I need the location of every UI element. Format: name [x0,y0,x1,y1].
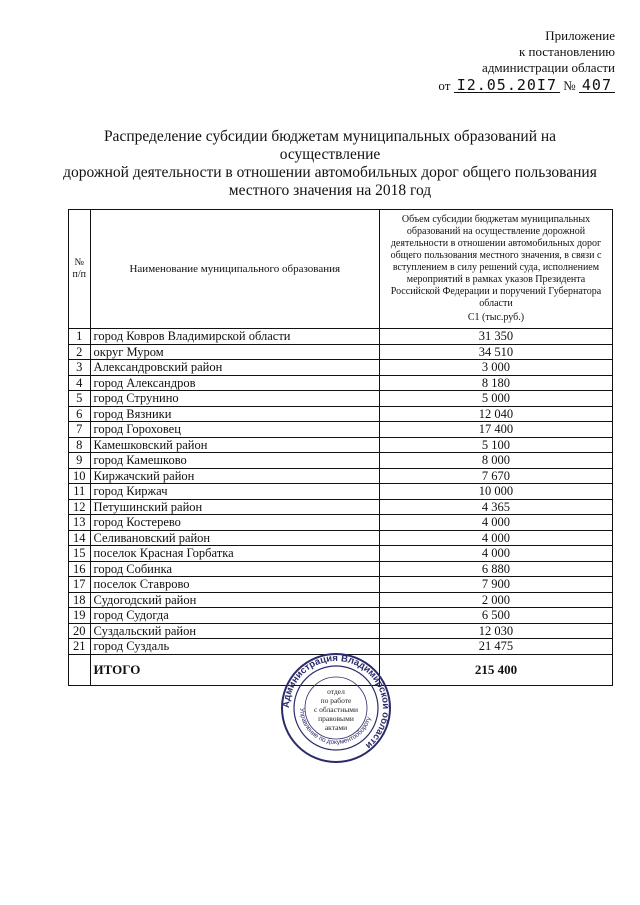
table-row [69,608,613,624]
row-number: 3 [69,360,91,376]
document-title [60,128,600,200]
row-number: 20 [69,623,91,639]
row-number: 4 [69,375,91,391]
table-row [69,623,613,639]
municipality-name: Судогодский район [90,592,379,608]
row-number: 21 [69,639,91,655]
subsidy-amount: 10 000 [379,484,612,500]
table-row [69,437,613,453]
stamp-center-line-4: правовыми [318,714,354,723]
municipality-name: город Костерево [90,515,379,531]
row-number: 8 [69,437,91,453]
order-date: I2.05.20I7 [454,78,560,93]
table-row [69,577,613,593]
table-row [69,406,613,422]
table-row [69,453,613,469]
subsidy-amount: 8 180 [379,375,612,391]
appendix-line-2: к постановлению [518,44,615,59]
header-amount-text: Объем субсидии бюджетам муниципальных образований на осуществление дорожной деятельности в отношении автомобильных дорог общего пользования местного значения, в связи с вступлением в силу решений суда, исполнением мероприятий в рамках указов Президента Российской Федерации и поручений Губернатора области [390,214,602,309]
table-row [69,499,613,515]
stamp-center-line-2: по работе [320,696,352,705]
header-amount [379,210,612,329]
order-number: 407 [579,78,615,93]
subsidy-amount: 4 000 [379,546,612,562]
subsidy-amount: 3 000 [379,360,612,376]
subsidy-amount: 4 000 [379,515,612,531]
municipality-name: город Киржач [90,484,379,500]
table-row [69,546,613,562]
total-amount: 215 400 [379,654,612,685]
municipality-name: город Ковров Владимирской области [90,329,379,345]
row-number: 10 [69,468,91,484]
order-reference [380,78,615,94]
subsidy-amount: 4 365 [379,499,612,515]
subsidy-amount: 21 475 [379,639,612,655]
table-row [69,329,613,345]
subsidy-table [68,209,613,686]
total-num-cell [69,654,91,685]
subsidy-amount: 12 030 [379,623,612,639]
municipality-name: Петушинский район [90,499,379,515]
subsidy-amount: 31 350 [379,329,612,345]
appendix-line-1: Приложение [545,28,615,43]
header-num: № п/п [69,210,91,329]
row-number: 18 [69,592,91,608]
row-number: 19 [69,608,91,624]
subsidy-amount: 7 670 [379,468,612,484]
row-number: 5 [69,391,91,407]
stamp-center-line-5: актами [324,723,348,732]
stamp-center-line-3: с областными [313,705,359,714]
header-name: Наименование муниципального образования [90,210,379,329]
subsidy-amount: 4 000 [379,530,612,546]
subsidy-amount: 6 500 [379,608,612,624]
municipality-name: Суздальский район [90,623,379,639]
number-label: № [563,78,576,93]
municipality-name: округ Муром [90,344,379,360]
row-number: 9 [69,453,91,469]
subsidy-amount: 34 510 [379,344,612,360]
municipality-name: город Гороховец [90,422,379,438]
municipality-name: город Камешково [90,453,379,469]
table-row [69,375,613,391]
stamp-outer-path: Администрация Владимирской области [280,652,392,752]
table-row [69,530,613,546]
municipality-name: Киржачский район [90,468,379,484]
table-row [69,561,613,577]
row-number: 12 [69,499,91,515]
municipality-name: Селивановский район [90,530,379,546]
table-header-row [69,210,613,329]
municipality-name: город Суздаль [90,639,379,655]
table-row [69,592,613,608]
table-row [69,468,613,484]
from-label: от [438,78,451,93]
municipality-name: поселок Ставрово [90,577,379,593]
municipality-name: город Александров [90,375,379,391]
municipality-name: город Судогда [90,608,379,624]
row-number: 13 [69,515,91,531]
table-row [69,391,613,407]
municipality-name: город Струнино [90,391,379,407]
table-row [69,515,613,531]
title-line-2: дорожной деятельности в отношении автомобильных дорог общего пользования [63,164,597,181]
table-row [69,344,613,360]
row-number: 1 [69,329,91,345]
stamp-center-line-1: отдел [327,687,345,696]
table-row [69,360,613,376]
title-line-3: местного значения на 2018 год [228,182,432,199]
appendix-header [380,28,615,94]
municipality-name: Александровский район [90,360,379,376]
title-line-1: Распределение субсидии бюджетам муниципальных образований на осуществление [103,128,557,163]
subsidy-amount: 6 880 [379,561,612,577]
row-number: 2 [69,344,91,360]
table-row [69,422,613,438]
total-label: ИТОГО [90,654,379,685]
row-number: 15 [69,546,91,562]
row-number: 16 [69,561,91,577]
municipality-name: город Вязники [90,406,379,422]
row-number: 11 [69,484,91,500]
stamp-center [314,687,358,732]
table-row [69,484,613,500]
subsidy-amount: 17 400 [379,422,612,438]
subsidy-amount: 2 000 [379,592,612,608]
stamp-inner-path: Управление по документообороту [297,707,373,747]
municipality-name: город Собинка [90,561,379,577]
subsidy-amount: 8 000 [379,453,612,469]
header-amount-unit: С1 (тыс.руб.) [467,312,525,323]
subsidy-amount: 12 040 [379,406,612,422]
subsidy-amount: 5 100 [379,437,612,453]
official-stamp [280,652,392,764]
subsidy-amount: 5 000 [379,391,612,407]
row-number: 6 [69,406,91,422]
municipality-name: поселок Красная Горбатка [90,546,379,562]
row-number: 17 [69,577,91,593]
appendix-line-3: администрации области [482,60,615,75]
subsidy-amount: 7 900 [379,577,612,593]
row-number: 14 [69,530,91,546]
municipality-name: Камешковский район [90,437,379,453]
row-number: 7 [69,422,91,438]
